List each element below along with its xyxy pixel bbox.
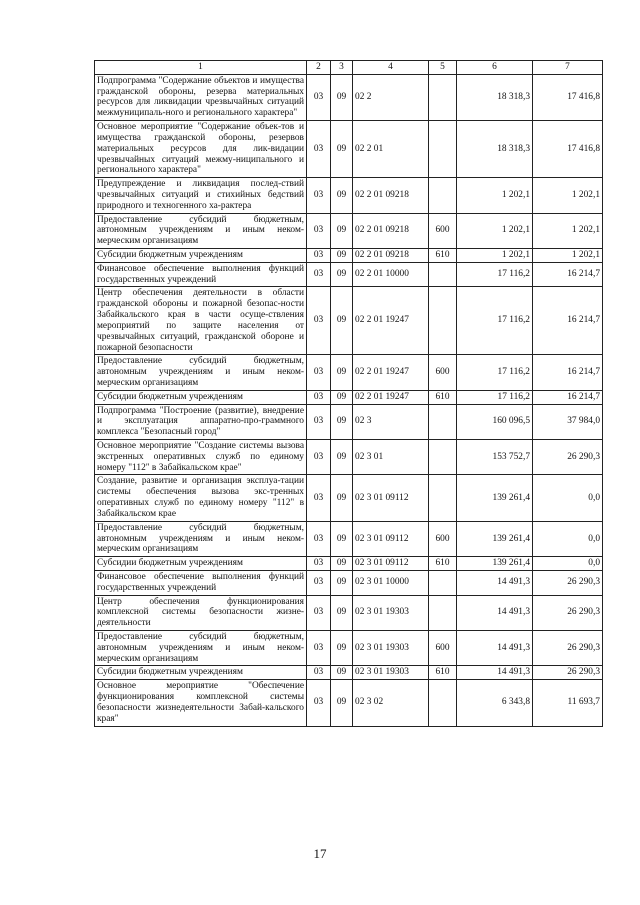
column-header-2: 2	[307, 61, 331, 75]
amount-col7-cell: 26 290,3	[533, 666, 603, 680]
amount-col7-cell: 16 214,7	[533, 355, 603, 390]
subsection-code-cell: 09	[331, 262, 353, 287]
table-row	[95, 390, 603, 404]
row-name-cell: Основное мероприятие "Обеспечение функционирования комплексной системы безопасности жизнедеятельности Забай-кальского края"	[95, 680, 307, 726]
section-code-cell: 03	[307, 404, 331, 439]
amount-col7-cell: 1 202,1	[533, 249, 603, 263]
amount-col6-cell: 14 491,3	[457, 631, 533, 666]
table-row	[95, 178, 603, 213]
amount-col7-cell: 17 416,8	[533, 74, 603, 120]
row-name-cell: Создание, развитие и организация эксплуа-тации системы обеспечения вызова экс-тренных оперативных служб по единому номеру "112" в Забайкальском крае	[95, 475, 307, 521]
subsection-code-cell: 09	[331, 666, 353, 680]
expense-type-cell: 600	[429, 355, 457, 390]
amount-col6-cell: 14 491,3	[457, 666, 533, 680]
amount-col6-cell: 1 202,1	[457, 249, 533, 263]
row-name-cell: Финансовое обеспечение выполнения функций государственных учреждений	[95, 262, 307, 287]
section-code-cell: 03	[307, 121, 331, 178]
amount-col6-cell: 18 318,3	[457, 74, 533, 120]
target-article-cell: 02 3 01	[353, 440, 429, 475]
subsection-code-cell: 09	[331, 287, 353, 355]
table-body	[95, 74, 603, 726]
amount-col6-cell: 17 116,2	[457, 287, 533, 355]
amount-col6-cell: 6 343,8	[457, 680, 533, 726]
row-name-cell: Основное мероприятие "Содержание объек-тов и имущества гражданской обороны, резервов материальных ресурсов для лик-видации чрезвычайных ситуаций межму-ниципального и регионального характера"	[95, 121, 307, 178]
row-name-cell: Субсидии бюджетным учреждениям	[95, 390, 307, 404]
table-row	[95, 595, 603, 630]
amount-col7-cell: 0,0	[533, 557, 603, 571]
section-code-cell: 03	[307, 666, 331, 680]
expense-type-cell	[429, 595, 457, 630]
column-header-5: 5	[429, 61, 457, 75]
row-name-cell: Субсидии бюджетным учреждениям	[95, 249, 307, 263]
amount-col7-cell: 16 214,7	[533, 262, 603, 287]
row-name-cell: Центр обеспечения деятельности в области гражданской обороны и пожарной безопас-ности Забайкальского края в части осуще-ствления мероприятий по защите населения от чрезвычайных ситуаций, гражданской обороне и пожарной безопасности	[95, 287, 307, 355]
amount-col7-cell: 26 290,3	[533, 440, 603, 475]
amount-col7-cell: 0,0	[533, 475, 603, 521]
column-header-6: 6	[457, 61, 533, 75]
table-row	[95, 213, 603, 248]
target-article-cell: 02 2	[353, 74, 429, 120]
page-number: 17	[313, 846, 327, 861]
expense-type-cell	[429, 475, 457, 521]
target-article-cell: 02 3 01 09112	[353, 557, 429, 571]
expense-type-cell	[429, 74, 457, 120]
table-row	[95, 440, 603, 475]
table-row	[95, 557, 603, 571]
row-name-cell: Подпрограмма "Построение (развитие), внедрение и эксплуатация аппаратно-про-граммного комплекса "Безопасный город"	[95, 404, 307, 439]
amount-col6-cell: 18 318,3	[457, 121, 533, 178]
amount-col6-cell: 153 752,7	[457, 440, 533, 475]
subsection-code-cell: 09	[331, 249, 353, 263]
section-code-cell: 03	[307, 390, 331, 404]
target-article-cell: 02 2 01 09218	[353, 178, 429, 213]
column-header-3: 3	[331, 61, 353, 75]
amount-col6-cell: 139 261,4	[457, 557, 533, 571]
target-article-cell: 02 3 02	[353, 680, 429, 726]
expense-type-cell	[429, 121, 457, 178]
target-article-cell: 02 3 01 09112	[353, 475, 429, 521]
row-name-cell: Подпрограмма "Содержание объектов и имущества гражданской обороны, резерва материальных ресурсов для ликвидации чрезвычайных ситуаций межмуниципаль-ного и регионального характера"	[95, 74, 307, 120]
section-code-cell: 03	[307, 680, 331, 726]
header-row	[95, 61, 603, 75]
expense-type-cell	[429, 262, 457, 287]
table-row	[95, 404, 603, 439]
section-code-cell: 03	[307, 355, 331, 390]
section-code-cell: 03	[307, 570, 331, 595]
column-header-1: 1	[95, 61, 307, 75]
subsection-code-cell: 09	[331, 557, 353, 571]
amount-col6-cell: 14 491,3	[457, 595, 533, 630]
section-code-cell: 03	[307, 595, 331, 630]
amount-col6-cell: 14 491,3	[457, 570, 533, 595]
row-name-cell: Предоставление субсидий бюджетным, автономным учреждениям и иным неком-мерческим организациям	[95, 355, 307, 390]
amount-col7-cell: 0,0	[533, 521, 603, 556]
target-article-cell: 02 2 01 09218	[353, 213, 429, 248]
section-code-cell: 03	[307, 521, 331, 556]
expense-type-cell: 610	[429, 249, 457, 263]
amount-col7-cell: 17 416,8	[533, 121, 603, 178]
row-name-cell: Центр обеспечения функционирования комплексной системы безопасности жизне-деятельности	[95, 595, 307, 630]
target-article-cell: 02 3	[353, 404, 429, 439]
amount-col6-cell: 1 202,1	[457, 213, 533, 248]
amount-col6-cell: 139 261,4	[457, 475, 533, 521]
section-code-cell: 03	[307, 287, 331, 355]
subsection-code-cell: 09	[331, 390, 353, 404]
column-header-4: 4	[353, 61, 429, 75]
table-row	[95, 631, 603, 666]
subsection-code-cell: 09	[331, 355, 353, 390]
amount-col6-cell: 17 116,2	[457, 390, 533, 404]
table-row	[95, 521, 603, 556]
subsection-code-cell: 09	[331, 440, 353, 475]
table-row	[95, 570, 603, 595]
target-article-cell: 02 2 01 19247	[353, 355, 429, 390]
subsection-code-cell: 09	[331, 680, 353, 726]
table-row	[95, 680, 603, 726]
amount-col7-cell: 26 290,3	[533, 570, 603, 595]
target-article-cell: 02 3 01 19303	[353, 631, 429, 666]
amount-col6-cell: 17 116,2	[457, 262, 533, 287]
target-article-cell: 02 3 01 10000	[353, 570, 429, 595]
amount-col6-cell: 139 261,4	[457, 521, 533, 556]
section-code-cell: 03	[307, 262, 331, 287]
subsection-code-cell: 09	[331, 178, 353, 213]
row-name-cell: Предоставление субсидий бюджетным, автономным учреждениям и иным неком-мерческим организациям	[95, 521, 307, 556]
subsection-code-cell: 09	[331, 404, 353, 439]
amount-col7-cell: 16 214,7	[533, 390, 603, 404]
section-code-cell: 03	[307, 557, 331, 571]
section-code-cell: 03	[307, 440, 331, 475]
amount-col7-cell: 37 984,0	[533, 404, 603, 439]
table-row	[95, 287, 603, 355]
row-name-cell: Предоставление субсидий бюджетным, автономным учреждениям и иным неком-мерческим организациям	[95, 213, 307, 248]
subsection-code-cell: 09	[331, 521, 353, 556]
target-article-cell: 02 2 01	[353, 121, 429, 178]
amount-col7-cell: 16 214,7	[533, 287, 603, 355]
section-code-cell: 03	[307, 213, 331, 248]
expense-type-cell	[429, 178, 457, 213]
target-article-cell: 02 3 01 19303	[353, 666, 429, 680]
expense-type-cell	[429, 287, 457, 355]
amount-col6-cell: 160 096,5	[457, 404, 533, 439]
table-row	[95, 74, 603, 120]
subsection-code-cell: 09	[331, 631, 353, 666]
target-article-cell: 02 2 01 19247	[353, 287, 429, 355]
target-article-cell: 02 3 01 09112	[353, 521, 429, 556]
table-row	[95, 475, 603, 521]
row-name-cell: Основное мероприятие "Создание системы вызова экстренных оперативных служб по единому номеру "112" в Забайкальском крае"	[95, 440, 307, 475]
subsection-code-cell: 09	[331, 595, 353, 630]
amount-col6-cell: 17 116,2	[457, 355, 533, 390]
expense-type-cell	[429, 680, 457, 726]
table-row	[95, 262, 603, 287]
expense-type-cell	[429, 570, 457, 595]
target-article-cell: 02 2 01 19247	[353, 390, 429, 404]
expense-type-cell	[429, 404, 457, 439]
row-name-cell: Субсидии бюджетным учреждениям	[95, 666, 307, 680]
section-code-cell: 03	[307, 475, 331, 521]
amount-col7-cell: 26 290,3	[533, 595, 603, 630]
table-row	[95, 666, 603, 680]
amount-col7-cell: 1 202,1	[533, 178, 603, 213]
table-row	[95, 121, 603, 178]
row-name-cell: Предупреждение и ликвидация послед-ствий чрезвычайных ситуаций и стихийных бедствий природного и техногенного ха-рактера	[95, 178, 307, 213]
table-row	[95, 249, 603, 263]
subsection-code-cell: 09	[331, 213, 353, 248]
section-code-cell: 03	[307, 631, 331, 666]
expense-type-cell	[429, 440, 457, 475]
expense-type-cell: 610	[429, 390, 457, 404]
amount-col7-cell: 11 693,7	[533, 680, 603, 726]
target-article-cell: 02 2 01 09218	[353, 249, 429, 263]
table-row	[95, 355, 603, 390]
subsection-code-cell: 09	[331, 475, 353, 521]
section-code-cell: 03	[307, 74, 331, 120]
amount-col7-cell: 26 290,3	[533, 631, 603, 666]
subsection-code-cell: 09	[331, 74, 353, 120]
amount-col6-cell: 1 202,1	[457, 178, 533, 213]
section-code-cell: 03	[307, 249, 331, 263]
target-article-cell: 02 3 01 19303	[353, 595, 429, 630]
expense-type-cell: 600	[429, 521, 457, 556]
expense-type-cell: 600	[429, 631, 457, 666]
column-header-7: 7	[533, 61, 603, 75]
section-code-cell: 03	[307, 178, 331, 213]
subsection-code-cell: 09	[331, 570, 353, 595]
subsection-code-cell: 09	[331, 121, 353, 178]
expense-type-cell: 610	[429, 557, 457, 571]
amount-col7-cell: 1 202,1	[533, 213, 603, 248]
expense-type-cell: 610	[429, 666, 457, 680]
row-name-cell: Предоставление субсидий бюджетным, автономным учреждениям и иным неком-мерческим организациям	[95, 631, 307, 666]
row-name-cell: Субсидии бюджетным учреждениям	[95, 557, 307, 571]
row-name-cell: Финансовое обеспечение выполнения функций государственных учреждений	[95, 570, 307, 595]
expense-type-cell: 600	[429, 213, 457, 248]
budget-table	[94, 60, 603, 727]
target-article-cell: 02 2 01 10000	[353, 262, 429, 287]
